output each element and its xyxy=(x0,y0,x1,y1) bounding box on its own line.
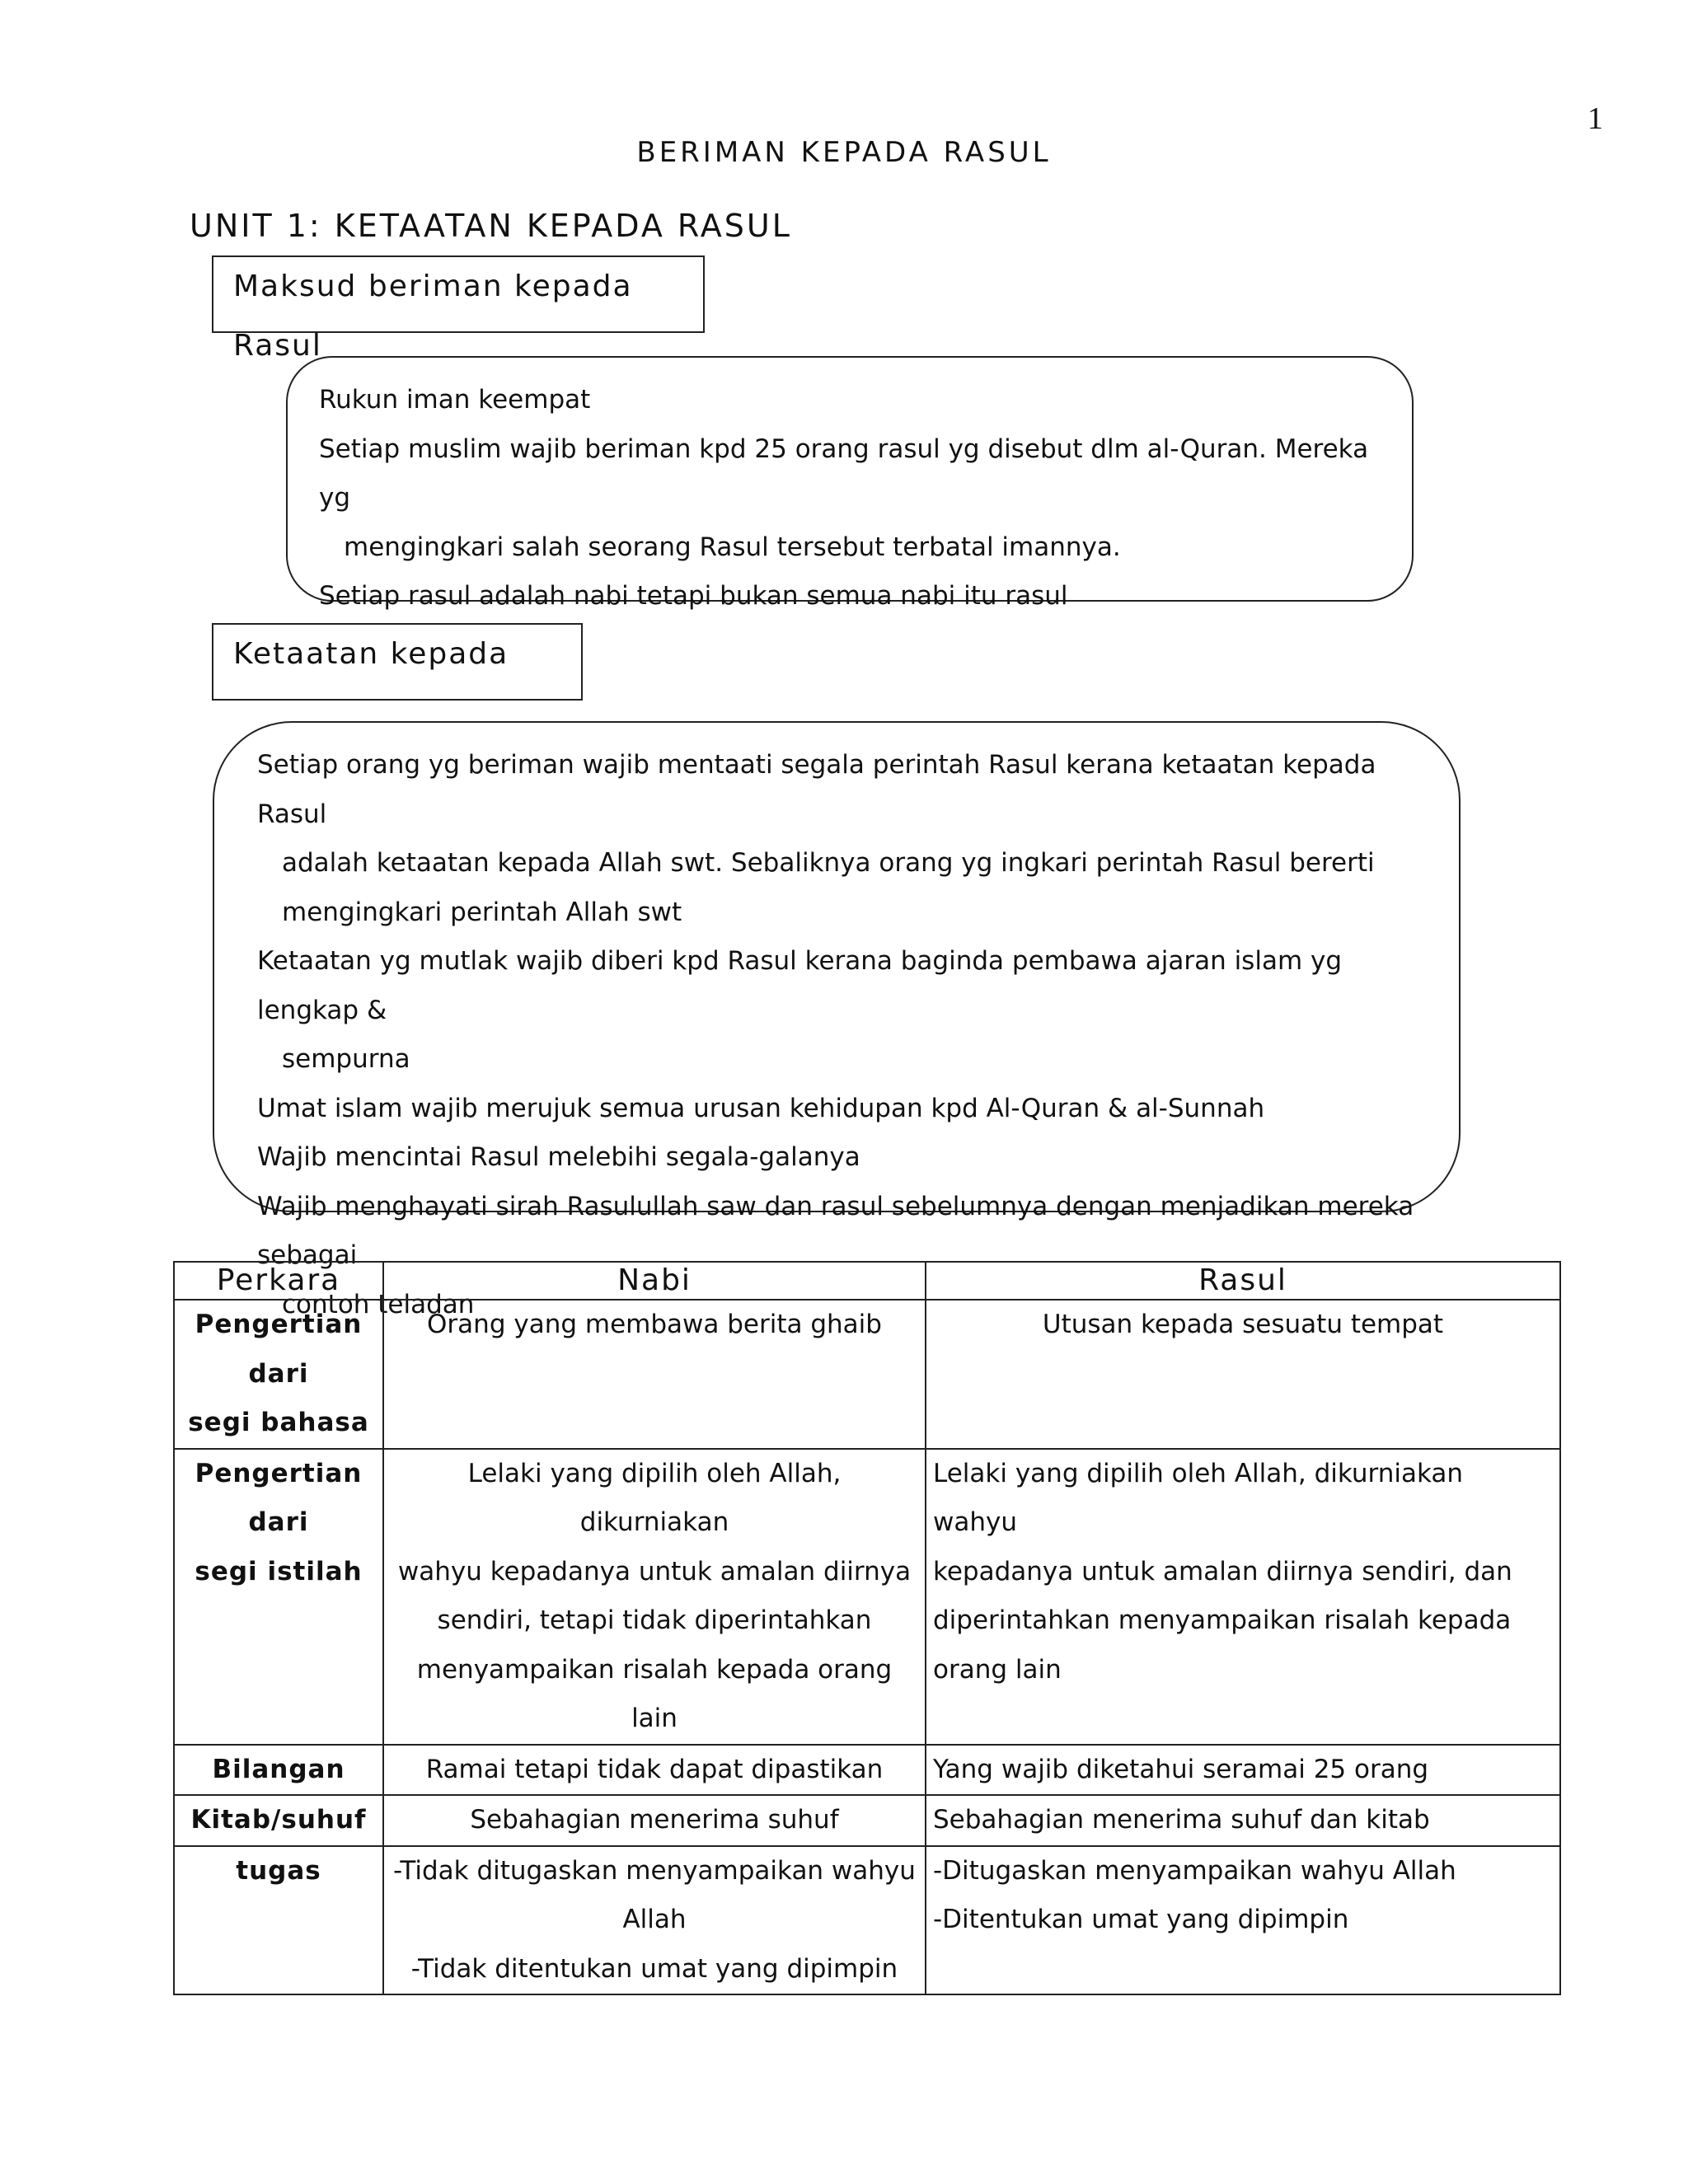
nabi-cell xyxy=(383,1846,926,1995)
unit-title: UNIT 1: KETAATAN KEPADA RASUL xyxy=(190,208,792,244)
nabi-cell-line: Lelaki yang dipilih oleh Allah, dikurniakan xyxy=(467,1458,842,1537)
row-label-line: Pengertian xyxy=(195,1458,363,1488)
rasul-cell-line: kepadanya untuk amalan diirnya sendiri, dan xyxy=(933,1556,1512,1586)
rasul-cell xyxy=(926,1300,1560,1449)
table-header-row xyxy=(174,1262,1560,1300)
nabi-cell-line: -Tidak ditentukan umat yang dipimpin xyxy=(410,1953,898,1984)
maksud-line: Setiap rasul adalah nabi tetapi bukan semua nabi itu rasul xyxy=(319,581,1068,611)
ketaatan-line: sempurna xyxy=(282,1044,410,1074)
rasul-cell xyxy=(926,1846,1560,1995)
rasul-cell xyxy=(926,1795,1560,1846)
document-title: BERIMAN KEPADA RASUL xyxy=(636,136,1052,169)
row-label-line: dari xyxy=(248,1507,309,1537)
ketaatan-line-wrap xyxy=(257,888,1426,938)
ketaatan-line-wrap xyxy=(257,839,1426,888)
nabi-cell xyxy=(383,1795,926,1846)
row-label xyxy=(174,1300,383,1449)
rasul-cell xyxy=(926,1745,1560,1796)
table-row xyxy=(174,1795,1560,1846)
ketaatan-line: mengingkari perintah Allah swt xyxy=(282,897,682,927)
maksud-line: mengingkari salah seorang Rasul tersebut terbatal imannya. xyxy=(344,532,1121,562)
section-heading-ketaatan xyxy=(212,623,583,701)
row-label-line: Kitab/suhuf xyxy=(190,1805,367,1835)
maksud-line: Setiap muslim wajib beriman kpd 25 orang rasul yg disebut dlm al-Quran. Mereka yg xyxy=(319,434,1369,513)
table-row xyxy=(174,1846,1560,1995)
ketaatan-line: Wajib menghayati sirah Rasulullah saw dan rasul sebelumnya dengan menjadikan mereka sebagai xyxy=(257,1191,1414,1270)
ketaatan-line: Ketaatan yg mutlak wajib diberi kpd Rasul kerana baginda pembawa ajaran islam yg lengkap & xyxy=(257,946,1343,1025)
rasul-cell-line: diperintahkan menyampaikan risalah kepada xyxy=(933,1605,1512,1635)
row-label-line: segi bahasa xyxy=(188,1408,369,1437)
ketaatan-line-wrap xyxy=(257,1035,1426,1085)
maksud-line-wrap xyxy=(319,523,1379,573)
row-label-line: tugas xyxy=(236,1855,321,1886)
page-number: 1 xyxy=(1587,101,1603,136)
rasul-cell-line: Utusan kepada sesuatu tempat xyxy=(1042,1310,1444,1339)
section-heading-ketaatan-text: Ketaatan kepada xyxy=(233,637,509,671)
nabi-cell xyxy=(383,1449,926,1745)
row-label-line: Bilangan xyxy=(212,1754,345,1784)
table-row xyxy=(174,1449,1560,1745)
nabi-cell-line: sendiri, tetapi tidak diperintahkan xyxy=(437,1605,872,1635)
ketaatan-line: Wajib mencintai Rasul melebihi segala-galanya xyxy=(257,1142,860,1172)
nabi-cell-line: Sebahagian menerima suhuf xyxy=(470,1805,839,1835)
ketaatan-line: adalah ketaatan kepada Allah swt. Sebaliknya orang yg ingkari perintah Rasul bererti xyxy=(282,848,1375,878)
table-row xyxy=(174,1745,1560,1796)
nabi-cell-line: Orang yang membawa berita ghaib xyxy=(427,1310,882,1339)
table-row xyxy=(174,1300,1560,1449)
row-label xyxy=(174,1795,383,1846)
header-perkara: Perkara xyxy=(174,1262,383,1300)
nabi-cell-line: Allah xyxy=(622,1905,687,1934)
row-label-line: segi istilah xyxy=(195,1556,363,1586)
rasul-cell-line: orang lain xyxy=(933,1654,1062,1685)
rasul-cell-line: -Ditugaskan menyampaikan wahyu Allah xyxy=(933,1855,1456,1886)
section-heading-maksud-text: Maksud beriman kepada Rasul xyxy=(233,269,633,363)
maksud-content-box xyxy=(286,356,1414,611)
ketaatan-line: contoh teladan xyxy=(282,1289,475,1319)
ketaatan-line: Setiap orang yg beriman wajib mentaati segala perintah Rasul kerana ketaatan kepada Rasul xyxy=(257,750,1376,829)
rasul-cell xyxy=(926,1449,1560,1745)
nabi-cell xyxy=(383,1745,926,1796)
maksud-line: Rukun iman keempat xyxy=(319,385,591,415)
rasul-cell-line: Sebahagian menerima suhuf dan kitab xyxy=(933,1805,1430,1835)
row-label-line: Pengertian xyxy=(195,1310,363,1339)
rasul-cell-line: Lelaki yang dipilih oleh Allah, dikurniakan wahyu xyxy=(933,1458,1464,1537)
nabi-cell xyxy=(383,1300,926,1449)
section-heading-maksud xyxy=(212,255,705,363)
rasul-cell-line: -Ditentukan umat yang dipimpin xyxy=(933,1905,1349,1934)
row-label-line: dari xyxy=(248,1358,309,1389)
ketaatan-line: Umat islam wajib merujuk semua urusan kehidupan kpd Al-Quran & al-Sunnah xyxy=(257,1093,1265,1123)
header-rasul: Rasul xyxy=(926,1262,1560,1300)
comparison-table xyxy=(173,1261,1561,1995)
row-label xyxy=(174,1449,383,1745)
header-nabi: Nabi xyxy=(383,1262,926,1300)
nabi-cell-line: wahyu kepadanya untuk amalan diirnya xyxy=(397,1556,912,1586)
row-label xyxy=(174,1846,383,1995)
nabi-cell-line: Ramai tetapi tidak dapat dipastikan xyxy=(425,1754,884,1784)
rasul-cell-line: Yang wajib diketahui seramai 25 orang xyxy=(933,1754,1429,1784)
nabi-cell-line: -Tidak ditugaskan menyampaikan wahyu xyxy=(393,1855,916,1886)
nabi-cell-line: menyampaikan risalah kepada orang lain xyxy=(416,1654,893,1733)
row-label xyxy=(174,1745,383,1796)
